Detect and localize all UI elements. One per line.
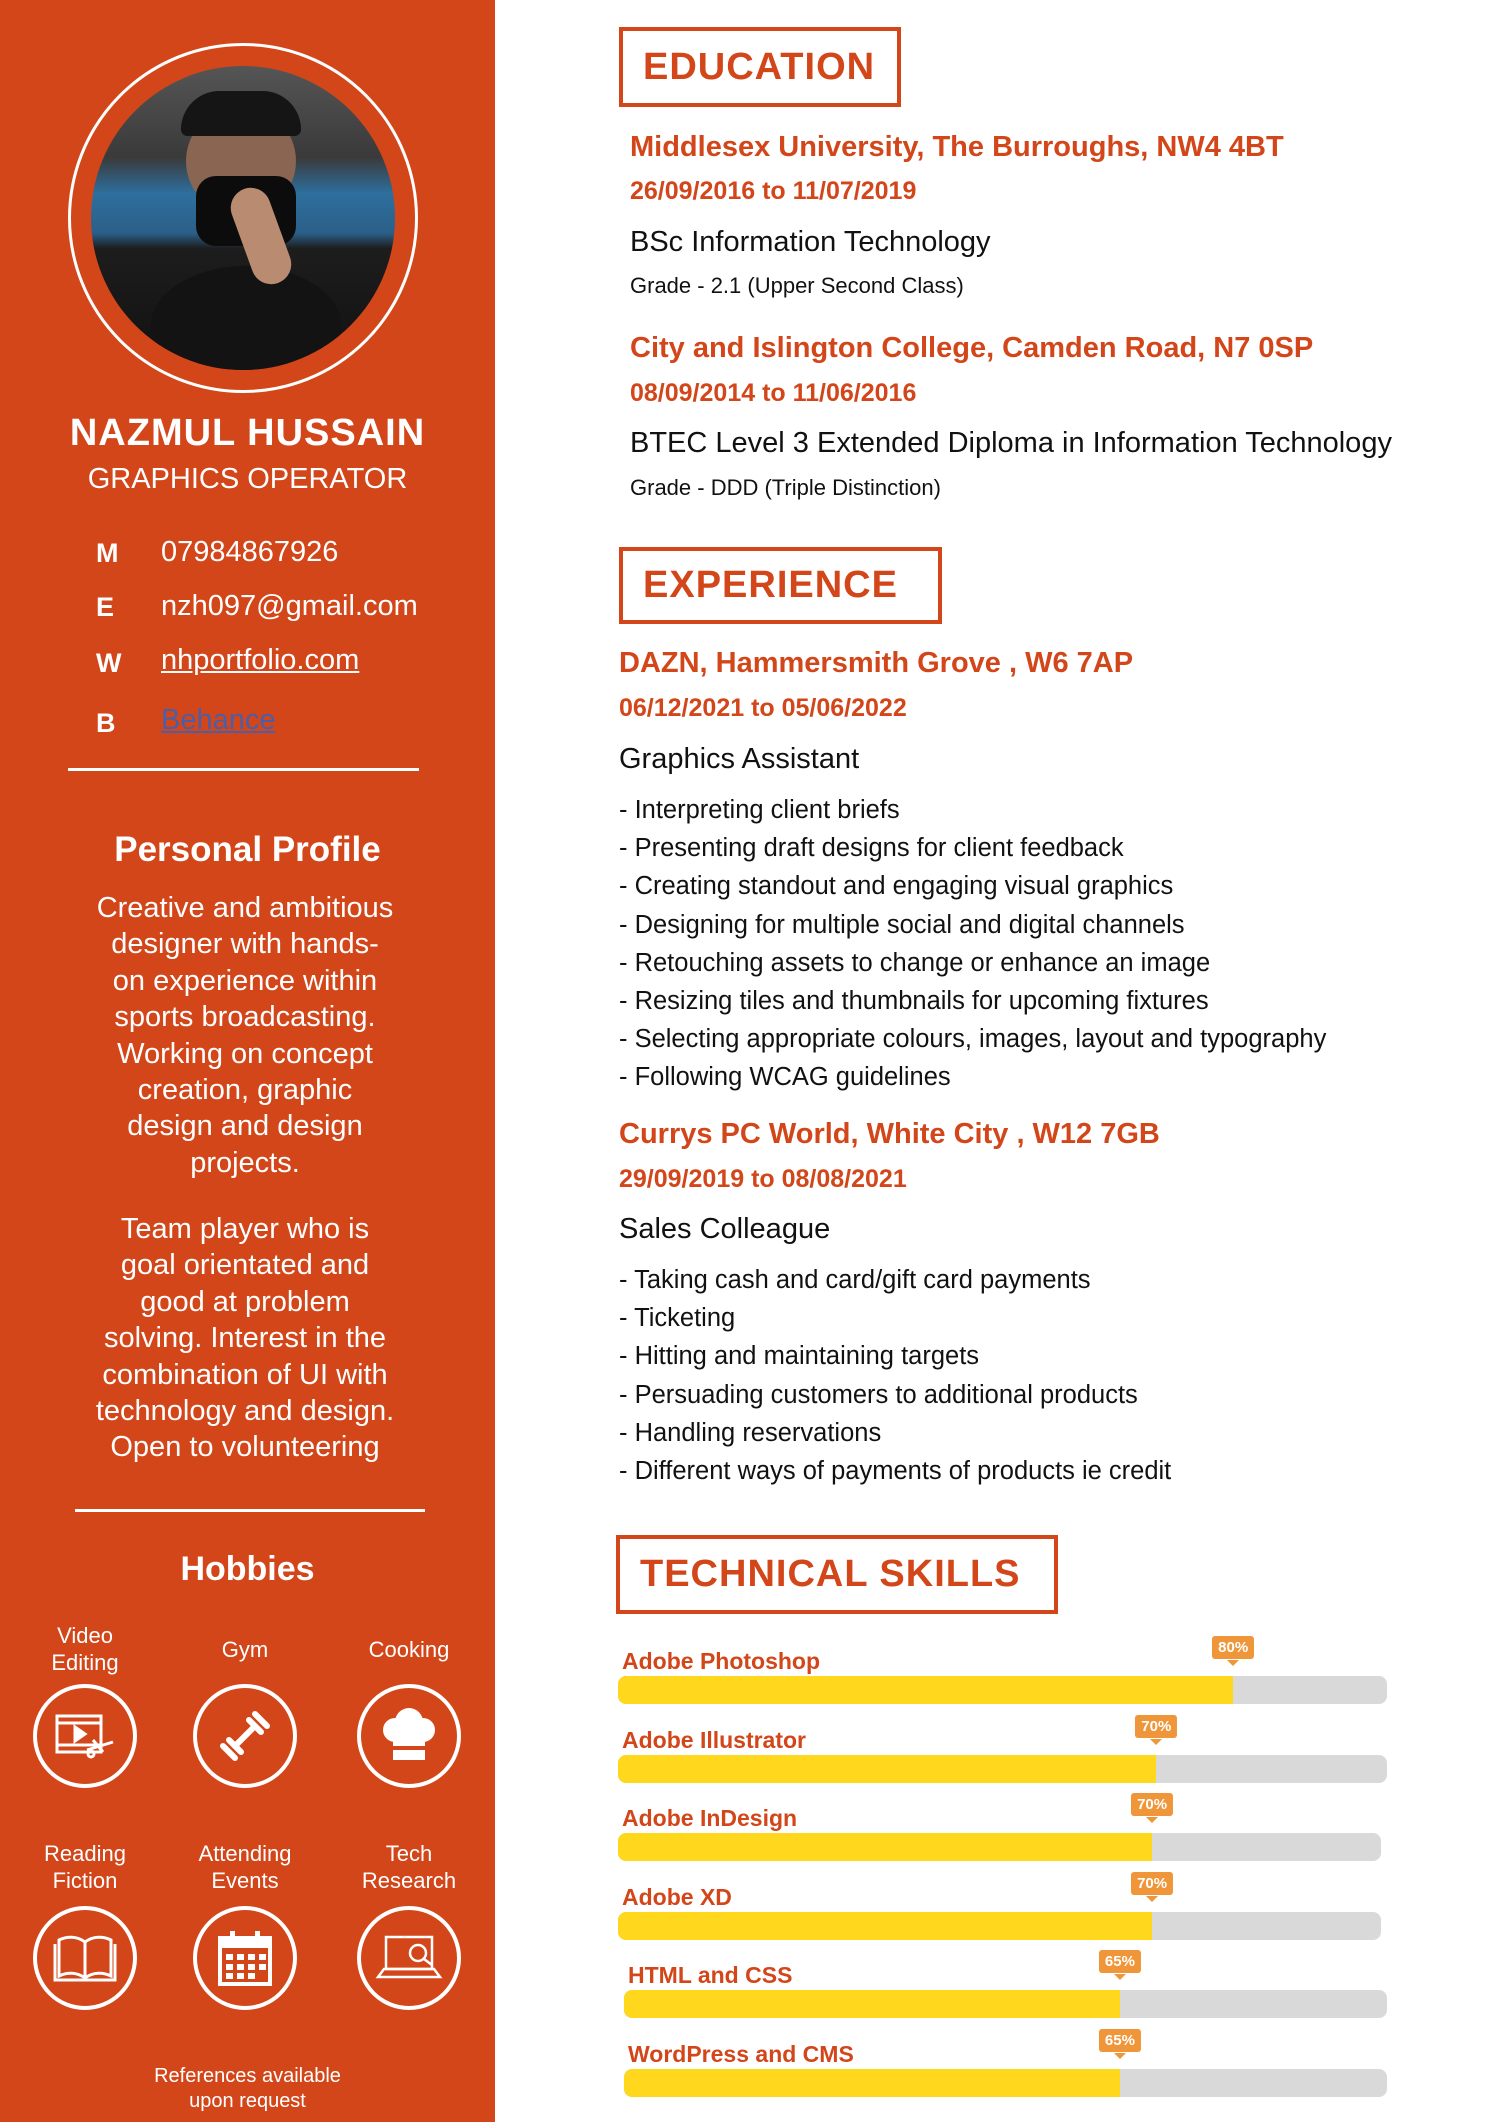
paragraph-line: goal orientated and xyxy=(120,1249,370,1282)
paragraph-line: sports broadcasting. xyxy=(114,1001,376,1034)
hobby-label xyxy=(5,1622,165,1676)
experience-role: Sales Colleague xyxy=(619,1213,831,1245)
calendar-icon xyxy=(215,1928,275,1988)
education-org: Middlesex University, The Burroughs, NW4 4BT xyxy=(630,131,1284,163)
contact-phone: 07984867926 xyxy=(161,536,339,568)
paragraph-line: projects. xyxy=(190,1146,300,1179)
skill-name: Adobe InDesign xyxy=(622,1805,798,1831)
film-scissors-icon xyxy=(53,1710,117,1762)
contact-email[interactable]: nzh097@gmail.com xyxy=(161,590,418,622)
experience-heading: EXPERIENCE xyxy=(619,547,942,624)
paragraph-line: designer with hands- xyxy=(111,928,379,961)
paragraph-line: creation, graphic xyxy=(137,1074,353,1107)
hobby-tech-research xyxy=(357,1906,461,2010)
hobby-label-line: Video xyxy=(57,1623,113,1648)
hobbies-heading: Hobbies xyxy=(180,1550,315,1588)
skill-name: Adobe Illustrator xyxy=(622,1726,807,1753)
experience-bullets xyxy=(619,791,1326,1097)
bullet-item: - Taking cash and card/gift card payments xyxy=(619,1266,1091,1294)
experience-date: 06/12/2021 to 05/06/2022 xyxy=(619,694,907,722)
skill-bar-track xyxy=(618,1912,1381,1940)
skill-name: Adobe Photoshop xyxy=(622,1648,821,1674)
paragraph-line: combination of UI with xyxy=(102,1358,388,1391)
education-date: 26/09/2016 to 11/07/2019 xyxy=(630,177,917,205)
skill-bar-fill xyxy=(618,1833,1152,1861)
bullet-item: - Selecting appropriate colours, images, layout and typography xyxy=(619,1025,1327,1054)
skill-bar-fill xyxy=(624,1990,1120,2018)
personal-profile-paragraph-1 xyxy=(40,890,450,1181)
education-org: City and Islington College, Camden Road, N7 0SP xyxy=(630,332,1314,364)
divider xyxy=(68,768,419,771)
skill-percent-badge: 65% xyxy=(1099,2029,1141,2052)
skill-bar-fill xyxy=(618,1676,1233,1704)
hobby-label-line: Cooking xyxy=(368,1637,450,1662)
hobby-gym xyxy=(193,1684,297,1788)
paragraph-line: Team player who is xyxy=(120,1213,370,1245)
skill-name: HTML and CSS xyxy=(628,1962,793,1988)
skill-bar-track xyxy=(618,1755,1387,1783)
chef-hat-icon xyxy=(381,1706,437,1766)
personal-profile-heading: Personal Profile xyxy=(114,830,381,869)
references-note xyxy=(0,2064,495,2114)
bullet-item: - Resizing tiles and thumbnails for upcoming fixtures xyxy=(619,987,1209,1016)
skill-bar-track xyxy=(624,1990,1387,2018)
bullet-item: - Retouching assets to change or enhance an image xyxy=(619,948,1211,977)
bullet-item: - Ticketing xyxy=(619,1304,736,1333)
experience-role: Graphics Assistant xyxy=(619,743,860,775)
contact-label-mobile: M xyxy=(96,538,119,568)
contact-label-email: E xyxy=(96,592,115,622)
paragraph-line: good at problem xyxy=(140,1285,350,1318)
paragraph-line: technology and design. xyxy=(95,1395,395,1428)
bullet-item: - Persuading customers to additional products xyxy=(619,1380,1138,1409)
paragraph-line: solving. Interest in the xyxy=(103,1322,387,1355)
skill-percent-badge: 70% xyxy=(1131,1872,1173,1895)
paragraph-line: on experience within xyxy=(112,964,378,997)
education-course: BTEC Level 3 Extended Diploma in Information Technology xyxy=(630,427,1392,459)
hobby-label-line: Editing xyxy=(51,1650,119,1675)
education-grade: Grade - 2.1 (Upper Second Class) xyxy=(630,273,964,298)
skill-bar-track xyxy=(624,2069,1387,2097)
skill-bar-track xyxy=(618,1833,1381,1861)
education-heading: EDUCATION xyxy=(619,27,901,107)
contact-website-link[interactable]: nhportfolio.com xyxy=(161,644,360,676)
skill-bar-fill xyxy=(624,2069,1120,2097)
hobby-label-line: Fiction xyxy=(52,1868,118,1893)
hobby-label xyxy=(5,1840,165,1894)
education-grade: Grade - DDD (Triple Distinction) xyxy=(630,475,941,500)
bullet-item: - Creating standout and engaging visual graphics xyxy=(619,872,1174,901)
bullet-item: - Designing for multiple social and digital channels xyxy=(619,910,1185,939)
hobby-attending-events xyxy=(193,1906,297,2010)
education-course: BSc Information Technology xyxy=(630,226,991,258)
skill-bar-track xyxy=(618,1676,1387,1704)
hobby-video-editing xyxy=(33,1684,137,1788)
paragraph-line: Creative and ambitious xyxy=(96,892,394,924)
profile-name: NAZMUL HUSSAIN xyxy=(69,412,426,454)
skill-percent-badge: 70% xyxy=(1135,1715,1177,1738)
education-date: 08/09/2014 to 11/06/2016 xyxy=(630,379,917,407)
references-line: References available xyxy=(154,2065,341,2087)
hobby-label-line: Research xyxy=(361,1868,457,1893)
contact-label-web: W xyxy=(96,648,122,678)
experience-bullets xyxy=(619,1261,1171,1490)
experience-org: Currys PC World, White City , W12 7GB xyxy=(619,1118,1160,1150)
hobby-label-line: Gym xyxy=(221,1637,269,1662)
hobby-label-line: Attending xyxy=(198,1841,292,1866)
skill-bar-fill xyxy=(618,1912,1152,1940)
bullet-item: - Handling reservations xyxy=(619,1418,882,1447)
hobby-label xyxy=(329,1636,489,1663)
hobby-label xyxy=(329,1840,489,1894)
skill-name: WordPress and CMS xyxy=(628,2040,854,2067)
experience-date: 29/09/2019 to 08/08/2021 xyxy=(619,1165,907,1193)
skill-bar-fill xyxy=(618,1755,1156,1783)
skill-name: Adobe XD xyxy=(622,1883,732,1910)
paragraph-line: Working on concept xyxy=(117,1037,373,1070)
hobby-label-line: Events xyxy=(211,1868,279,1893)
bullet-item: - Different ways of payments of products ie credit xyxy=(619,1457,1172,1486)
skill-percent-badge: 80% xyxy=(1212,1636,1254,1659)
dumbbell-icon xyxy=(213,1704,277,1768)
bullet-item: - Interpreting client briefs xyxy=(619,796,900,824)
skill-percent-badge: 65% xyxy=(1099,1950,1141,1973)
bullet-item: - Hitting and maintaining targets xyxy=(619,1342,980,1371)
technical-skills-heading: TECHNICAL SKILLS xyxy=(616,1535,1058,1614)
references-line: upon request xyxy=(189,2090,306,2112)
contact-behance-link[interactable]: Behance xyxy=(161,704,276,736)
hobby-label xyxy=(165,1840,325,1894)
open-book-icon xyxy=(49,1932,121,1984)
hobby-label xyxy=(165,1636,325,1663)
hobby-label-line: Reading xyxy=(44,1841,126,1866)
hobby-label-line: Tech xyxy=(385,1841,433,1866)
laptop-search-icon xyxy=(374,1933,444,1983)
hobby-cooking xyxy=(357,1684,461,1788)
contact-label-behance: B xyxy=(96,708,116,738)
bullet-item: - Following WCAG guidelines xyxy=(619,1063,951,1092)
hobby-reading-fiction xyxy=(33,1906,137,2010)
personal-profile-paragraph-2 xyxy=(40,1211,450,1466)
avatar xyxy=(91,66,395,370)
paragraph-line: design and design xyxy=(127,1110,363,1143)
bullet-item: - Presenting draft designs for client feedback xyxy=(619,834,1124,863)
sidebar xyxy=(0,0,495,2122)
divider xyxy=(75,1509,425,1512)
profile-title: GRAPHICS OPERATOR xyxy=(87,463,408,495)
paragraph-line: Open to volunteering xyxy=(110,1431,380,1464)
skill-percent-badge: 70% xyxy=(1131,1793,1173,1816)
experience-org: DAZN, Hammersmith Grove , W6 7AP xyxy=(619,647,1134,679)
